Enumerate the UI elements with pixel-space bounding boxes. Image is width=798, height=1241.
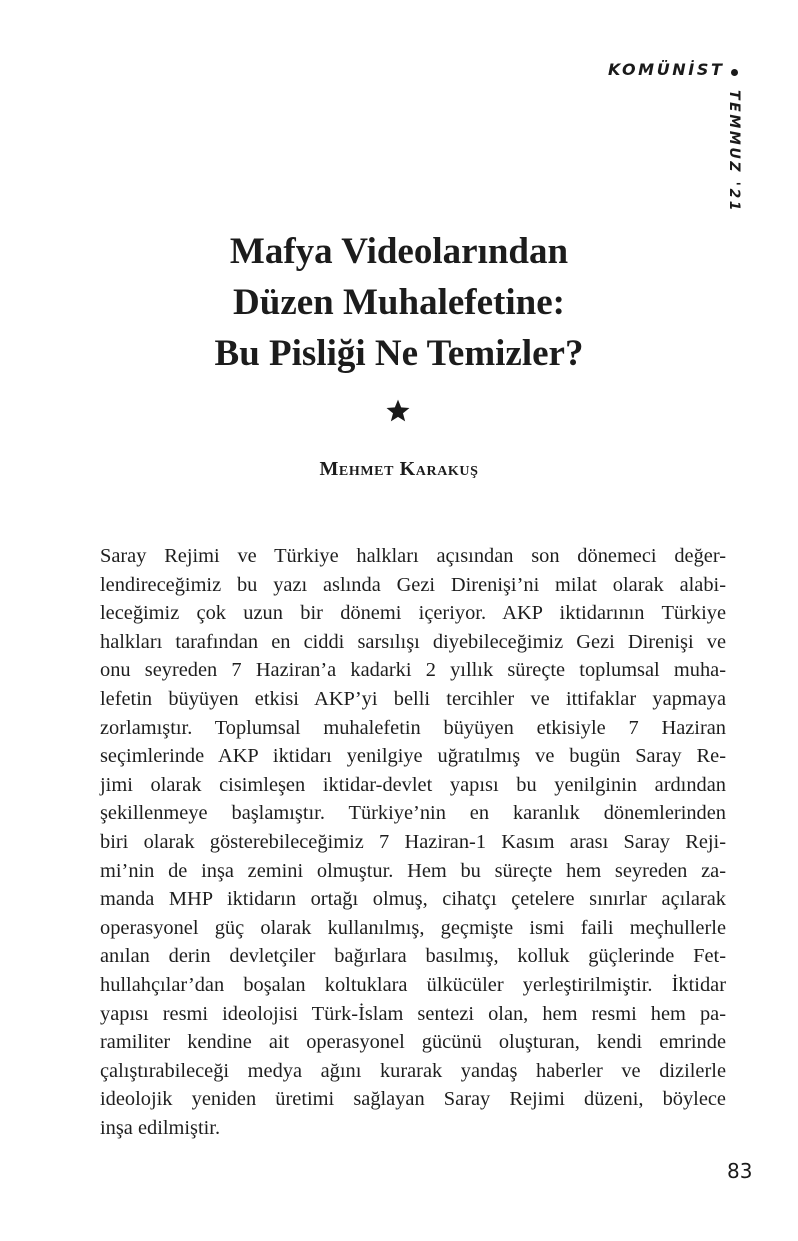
body-line: Saray Rejimi ve Türkiye halkları açısından son dönemeci değer- — [100, 545, 726, 567]
body-line: ideolojik yeniden üretimi sağlayan Saray Rejimi düzeni, böylece — [100, 1088, 726, 1111]
body-line: operasyonel güç olarak kullanılmış, geçmişte ismi faili meçhullerle — [100, 916, 726, 939]
article-body — [100, 542, 726, 1142]
body-line: seçimlerinde AKP iktidarı yenilgiye uğratılmış ve bugün Saray Re- — [100, 745, 726, 768]
body-line: çalıştırabileceği medya ağını kurarak yandaş haberler ve dizilerle — [100, 1059, 726, 1082]
title-line-1: Mafya Videolarından — [229, 231, 569, 272]
body-line: leceğimiz çok uzun bir dönemi içeriyor. AKP iktidarının Türkiye — [100, 602, 726, 625]
body-line: anılan derin devletçiler bağırlara basılmış, kolluk güçlerinde Fet- — [100, 945, 726, 968]
article-title — [0, 226, 798, 379]
author-name: Mehmet Karakuş — [319, 458, 479, 480]
bullet-dot-icon — [731, 69, 738, 76]
body-line: ramiliter kendine ait operasyonel gücünü oluşturan, kendi emrinde — [100, 1031, 726, 1054]
body-line: şekillenmeye başlamıştır. Türkiye’nin en karanlık dönemlerinden — [100, 802, 726, 825]
body-line: lefetin büyüyen etkisi AKP’yi belli tercihler ve ittifaklar yapmaya — [100, 687, 726, 710]
star-icon — [385, 398, 411, 424]
running-head-issue: TEMMUZ '21 — [726, 90, 742, 214]
body-line: onu seyreden 7 Haziran’a kadarki 2 yıllık süreçte toplumsal muha- — [100, 659, 726, 682]
body-line: lendireceğimiz bu yazı aslında Gezi Direnişi’ni milat olarak alabi- — [100, 573, 726, 596]
body-line: biri olarak gösterebileceğimiz 7 Haziran-1 Kasım arası Saray Reji- — [100, 830, 726, 853]
body-line: halkları tarafından en ciddi sarsılışı diyebileceğimiz Gezi Direnişi ve — [100, 630, 726, 653]
body-line: mi’nin de inşa zemini olmuştur. Hem bu süreçte hem seyreden za- — [100, 859, 726, 882]
body-line: inşa edilmiştir. — [100, 1116, 221, 1139]
page-number: 83 — [727, 1159, 753, 1183]
body-line: yapısı resmi ideolojisi Türk-İslam sentezi olan, hem resmi hem pa- — [100, 1002, 726, 1025]
title-line-2: Düzen Muhalefetine: — [233, 282, 565, 323]
title-line-3: Bu Pisliği Ne Temizler? — [214, 333, 584, 374]
running-head-publication: KOMÜNİST — [608, 60, 725, 79]
body-line: hullahçılar’dan boşalan koltuklara ülkücüler yerleştirilmiştir. İktidar — [100, 973, 726, 996]
body-line: jimi olarak cisimleşen iktidar-devlet yapısı bu yenilginin ardından — [100, 773, 726, 796]
body-line: manda MHP iktidarın ortağı olmuş, cihatçı çetelere sınırlar açılarak — [100, 888, 726, 911]
body-line: zorlamıştır. Toplumsal muhalefetin büyüyen etkisiyle 7 Haziran — [100, 716, 726, 739]
